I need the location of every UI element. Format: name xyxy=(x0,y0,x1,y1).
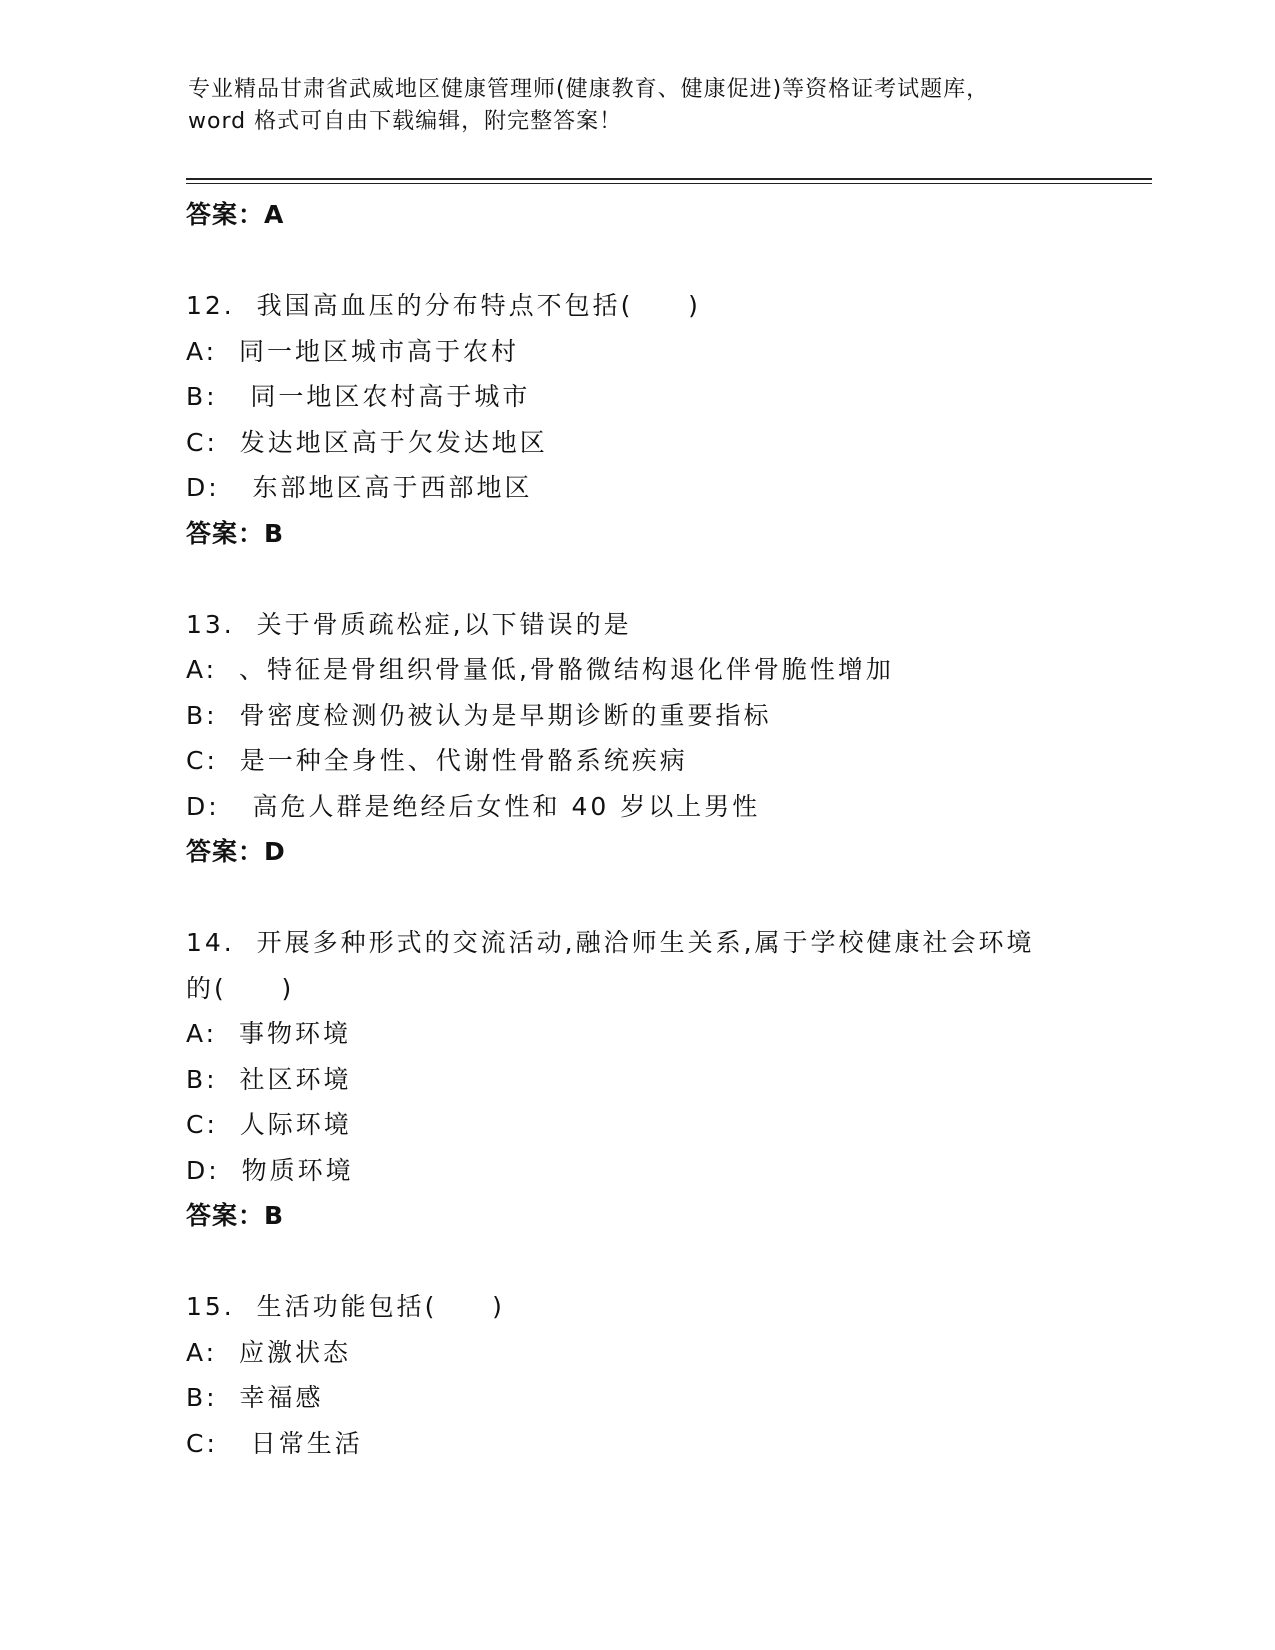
header-line-2: word 格式可自由下载编辑，附完整答案！ xyxy=(188,109,623,134)
question-list xyxy=(186,192,1152,1466)
spacer xyxy=(186,875,1152,921)
answer: 答案：B xyxy=(186,518,285,548)
option-c: C: 日常生活 xyxy=(186,1428,363,1458)
answer: 答案：B xyxy=(186,1201,285,1230)
option-d: D: 东部地区高于西部地区 xyxy=(186,473,533,502)
option-a: A: 、特征是骨组织骨量低,骨骼微结构退化伴骨脆性增加 xyxy=(186,655,894,684)
document-header xyxy=(188,74,1088,138)
option-d: D: 物质环境 xyxy=(186,1155,354,1185)
spacer xyxy=(186,238,1152,284)
header-divider xyxy=(186,178,1152,180)
option-c: C: 人际环境 xyxy=(186,1110,352,1139)
question-stem: 15. 生活功能包括( ) xyxy=(186,1292,505,1321)
answer-11: 答案：A xyxy=(186,200,285,229)
answer: 答案：D xyxy=(186,837,286,866)
header-divider-thin xyxy=(186,183,1152,184)
question-stem: 14. 开展多种形式的交流活动,融洽师生关系,属于学校健康社会环境 xyxy=(186,928,1035,957)
question-stem-continued: 的( ) xyxy=(186,973,295,1003)
option-b: B: 同一地区农村高于城市 xyxy=(186,382,531,411)
question-12 xyxy=(186,283,1152,556)
question-15 xyxy=(186,1284,1152,1466)
option-b: B: 骨密度检测仍被认为是早期诊断的重要指标 xyxy=(186,700,772,730)
header-line-1: 专业精品甘肃省武威地区健康管理师(健康教育、健康促进)等资格证考试题库， xyxy=(188,77,990,102)
spacer xyxy=(186,556,1152,602)
question-14 xyxy=(186,920,1152,1239)
question-13 xyxy=(186,602,1152,875)
option-a: A: 应激状态 xyxy=(186,1337,351,1367)
option-d: D: 高危人群是绝经后女性和 40 岁以上男性 xyxy=(186,791,761,821)
option-a: A: 同一地区城市高于农村 xyxy=(186,336,519,366)
option-b: B: 幸福感 xyxy=(186,1383,324,1412)
option-b: B: 社区环境 xyxy=(186,1064,352,1094)
option-c: C: 是一种全身性、代谢性骨骼系统疾病 xyxy=(186,746,688,775)
question-stem: 13. 关于骨质疏松症,以下错误的是 xyxy=(186,609,632,639)
option-a: A: 事物环境 xyxy=(186,1019,351,1048)
spacer xyxy=(186,1239,1152,1285)
option-c: C: 发达地区高于欠发达地区 xyxy=(186,427,548,457)
question-stem: 12. 我国高血压的分布特点不包括( ) xyxy=(186,291,701,320)
